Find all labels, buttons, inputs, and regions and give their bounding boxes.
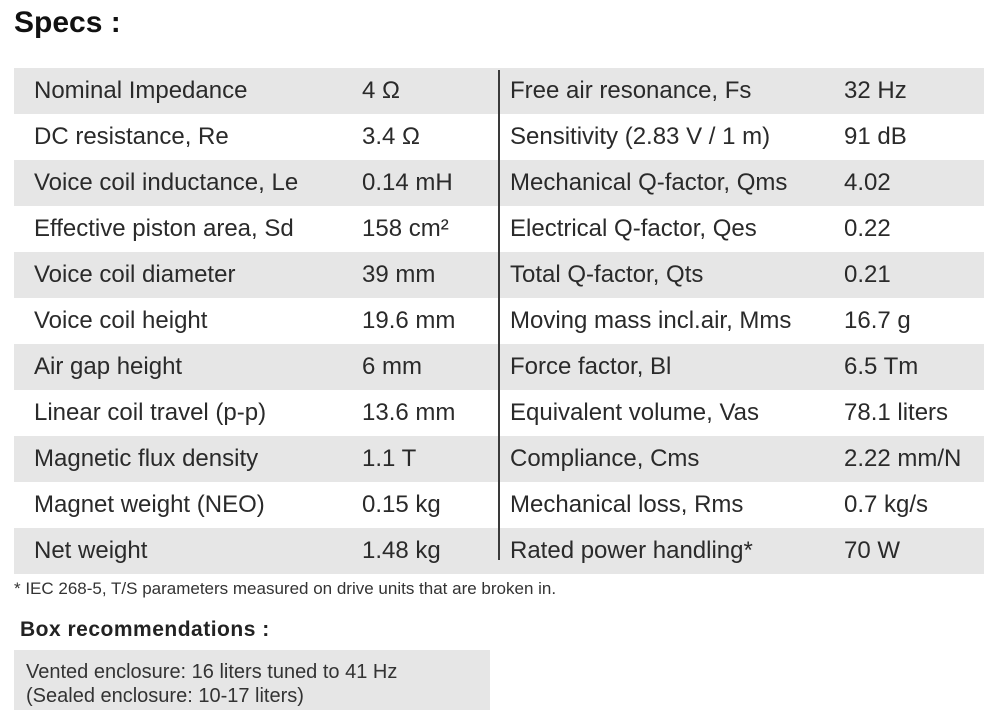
spec-value: 1.1 T bbox=[362, 445, 417, 472]
spec-value: 91 dB bbox=[844, 123, 907, 150]
spec-label: Mechanical Q-factor, Qms bbox=[510, 169, 788, 196]
spec-value: 2.22 mm/N bbox=[844, 445, 962, 472]
spec-label: Force factor, Bl bbox=[510, 353, 672, 380]
box-recommendations-heading: Box recommendations : bbox=[20, 618, 270, 641]
column-divider bbox=[498, 70, 500, 560]
sealed-enclosure-text: (Sealed enclosure: 10-17 liters) bbox=[26, 685, 304, 707]
spec-label: Magnetic flux density bbox=[34, 445, 259, 472]
spec-label: Moving mass incl.air, Mms bbox=[510, 307, 792, 334]
spec-value: 32 Hz bbox=[844, 77, 907, 104]
spec-value: 39 mm bbox=[362, 261, 436, 288]
spec-label: Voice coil height bbox=[34, 307, 208, 334]
spec-label: Free air resonance, Fs bbox=[510, 77, 752, 104]
vented-enclosure-text: Vented enclosure: 16 liters tuned to 41 Hz bbox=[26, 661, 398, 683]
spec-label: Compliance, Cms bbox=[510, 445, 700, 472]
spec-value: 0.7 kg/s bbox=[844, 491, 929, 518]
spec-value: 78.1 liters bbox=[844, 399, 949, 426]
spec-value: 4.02 bbox=[844, 169, 891, 196]
spec-label: Linear coil travel (p-p) bbox=[34, 399, 267, 426]
spec-label: Magnet weight (NEO) bbox=[34, 491, 265, 518]
spec-value: 0.14 mH bbox=[362, 169, 453, 196]
footnote: * IEC 268-5, T/S parameters measured on drive units that are broken in. bbox=[14, 579, 557, 598]
spec-label: Air gap height bbox=[34, 353, 183, 380]
spec-label: Voice coil inductance, Le bbox=[34, 169, 299, 196]
spec-label: Mechanical loss, Rms bbox=[510, 491, 744, 518]
box-recommendations-panel bbox=[14, 650, 490, 710]
spec-label: Total Q-factor, Qts bbox=[510, 261, 704, 288]
spec-label: Voice coil diameter bbox=[34, 261, 236, 288]
spec-value: 13.6 mm bbox=[362, 399, 456, 426]
spec-label: DC resistance, Re bbox=[34, 123, 229, 150]
spec-label: Equivalent volume, Vas bbox=[510, 399, 760, 426]
spec-value: 1.48 kg bbox=[362, 537, 441, 564]
spec-value: 0.22 bbox=[844, 215, 891, 242]
spec-label: Electrical Q-factor, Qes bbox=[510, 215, 757, 242]
spec-label: Rated power handling* bbox=[510, 537, 753, 564]
spec-value: 3.4 Ω bbox=[362, 123, 420, 150]
spec-value: 19.6 mm bbox=[362, 307, 456, 334]
spec-value: 0.15 kg bbox=[362, 491, 441, 518]
spec-value: 6 mm bbox=[362, 353, 422, 380]
spec-value: 6.5 Tm bbox=[844, 353, 919, 380]
spec-label: Effective piston area, Sd bbox=[34, 215, 294, 242]
spec-label: Net weight bbox=[34, 537, 148, 564]
spec-value: 0.21 bbox=[844, 261, 891, 288]
spec-value: 158 cm² bbox=[362, 215, 449, 242]
spec-value: 4 Ω bbox=[362, 77, 400, 104]
page-title: Specs : bbox=[14, 6, 121, 39]
spec-label: Nominal Impedance bbox=[34, 77, 248, 104]
spec-label: Sensitivity (2.83 V / 1 m) bbox=[510, 123, 771, 150]
spec-value: 70 W bbox=[844, 537, 901, 564]
spec-value: 16.7 g bbox=[844, 307, 911, 334]
